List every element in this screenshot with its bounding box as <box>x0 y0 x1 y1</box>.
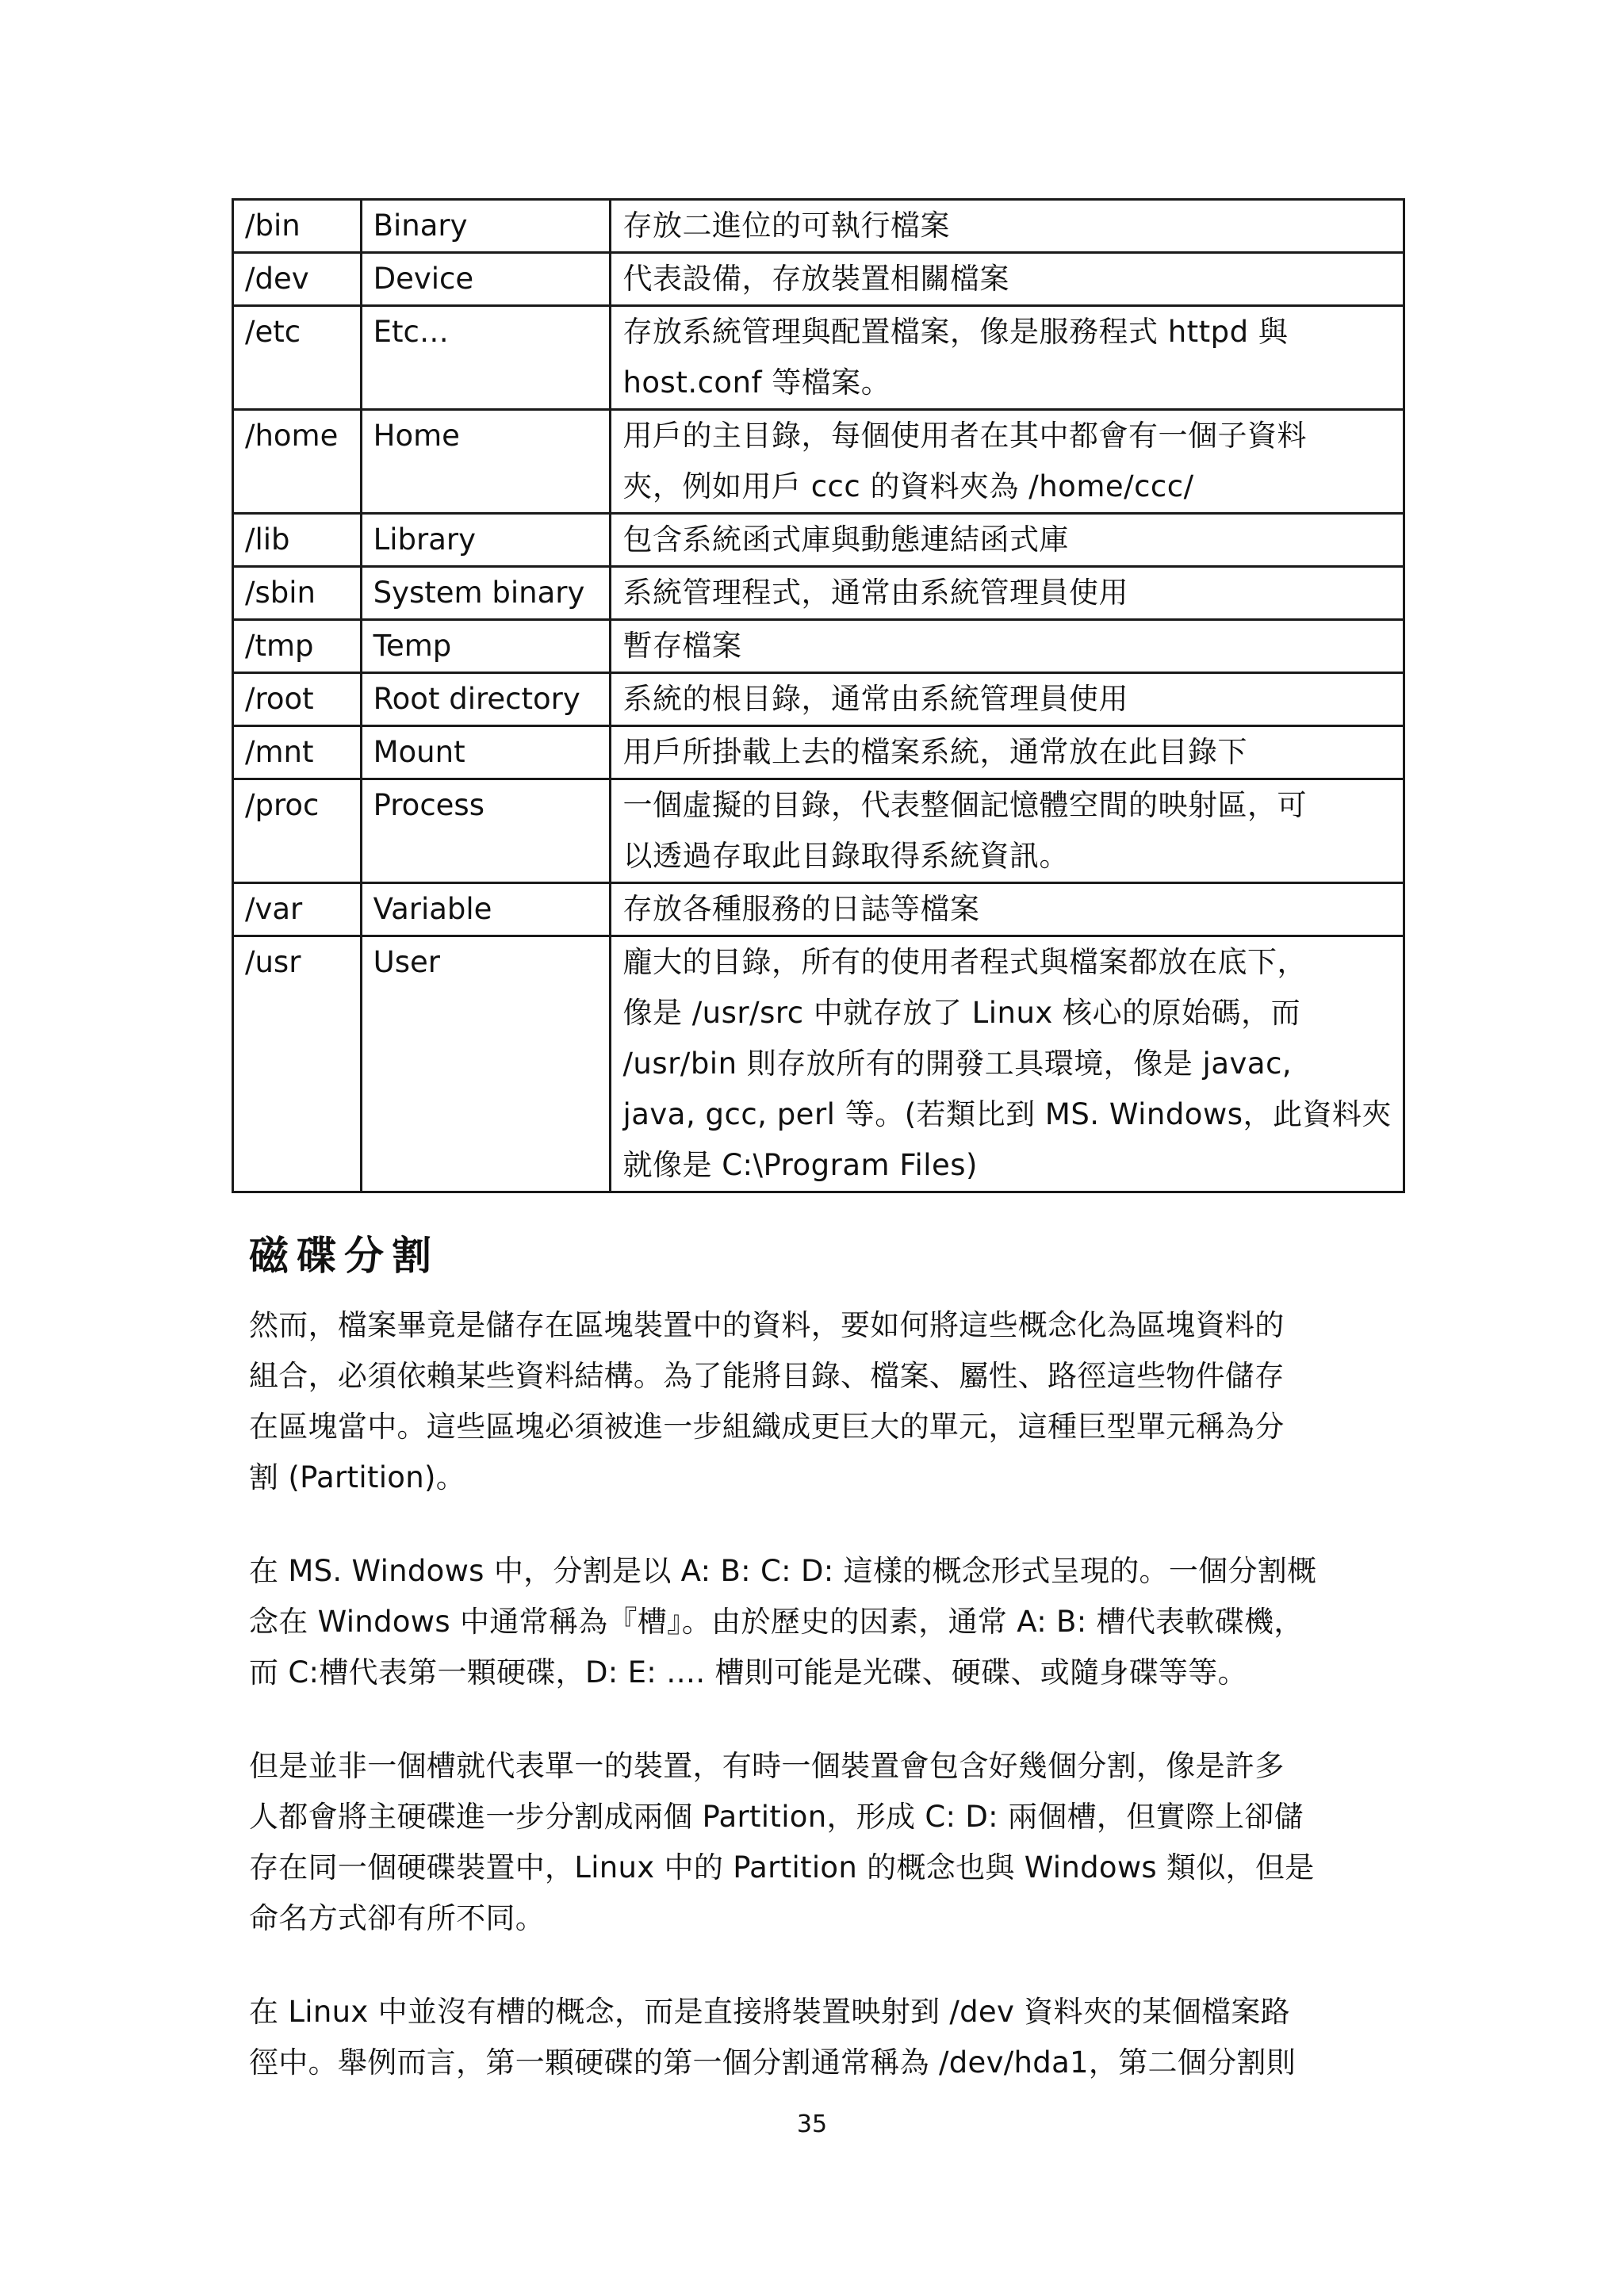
paragraph-line: 人都會將主硬碟進一步分割成兩個 Partition，形成 C: D: 兩個槽，但實際上卻儲 <box>249 1800 1304 1834</box>
directory-name-cell: System binary <box>361 567 611 620</box>
paragraph-line: 存在同一個硬碟裝置中，Linux 中的 Partition 的概念也與 Windows 類似，但是 <box>249 1850 1315 1885</box>
section-heading: 磁碟分割 <box>249 1232 439 1279</box>
directory-description-cell <box>611 410 1404 514</box>
table-row <box>233 567 1404 620</box>
paragraph-line: 徑中。舉例而言，第一顆硬碟的第一個分割通常稱為 /dev/hda1，第二個分割則 <box>249 2045 1296 2080</box>
page-number: 35 <box>796 2110 828 2138</box>
directory-name-cell: User <box>361 936 611 1192</box>
table-row <box>233 200 1404 253</box>
description-line: 就像是 C:\Program Files) <box>622 1148 978 1182</box>
directory-path-cell: /lib <box>233 514 362 567</box>
paragraph-line: 在區塊當中。這些區塊必須被進一步組織成更巨大的單元，這種巨型單元稱為分 <box>249 1410 1285 1444</box>
description-line: 用戶的主目錄，每個使用者在其中都會有一個子資料 <box>622 419 1307 453</box>
paragraph-line: 但是並非一個槽就代表單一的裝置，有時一個裝置會包含好幾個分割，像是許多 <box>249 1749 1285 1783</box>
table-row <box>233 726 1404 779</box>
directory-description-cell <box>611 726 1404 779</box>
table-row <box>233 620 1404 673</box>
directory-name-cell: Root directory <box>361 673 611 726</box>
directory-description-cell <box>611 306 1404 410</box>
directory-description-cell <box>611 936 1404 1192</box>
directory-path-cell: /sbin <box>233 567 362 620</box>
paragraph-line: 割 (Partition)。 <box>249 1460 466 1494</box>
directory-description-cell <box>611 253 1404 306</box>
description-line: 龐大的目錄，所有的使用者程式與檔案都放在底下， <box>622 945 1307 979</box>
directory-path-cell: /mnt <box>233 726 362 779</box>
paragraph-line: 而 C:槽代表第一顆硬碟，D: E: …. 槽則可能是光碟、硬碟、或隨身碟等等。 <box>249 1655 1247 1689</box>
description-line: 以透過存取此目錄取得系統資訊。 <box>622 839 1069 873</box>
description-line: 系統管理程式，通常由系統管理員使用 <box>622 576 1128 610</box>
paragraph-line: 組合，必須依賴某些資料結構。為了能將目錄、檔案、屬性、路徑這些物件儲存 <box>249 1359 1285 1393</box>
directory-path-cell: /dev <box>233 253 362 306</box>
description-line: 存放系統管理與配置檔案，像是服務程式 httpd 與 <box>622 315 1289 349</box>
table-row <box>233 779 1404 883</box>
description-line: 用戶所掛載上去的檔案系統，通常放在此目錄下 <box>622 735 1247 769</box>
directory-description-cell <box>611 620 1404 673</box>
directory-path-cell: /home <box>233 410 362 514</box>
table-row <box>233 253 1404 306</box>
directory-path-cell: /var <box>233 883 362 936</box>
directory-path-cell: /usr <box>233 936 362 1192</box>
paragraph-multiple-partitions <box>249 1741 1391 1944</box>
directory-name-cell: Device <box>361 253 611 306</box>
table-row <box>233 306 1404 410</box>
table-row <box>233 514 1404 567</box>
description-line: 包含系統函式庫與動態連結函式庫 <box>622 522 1069 557</box>
directory-path-cell: /tmp <box>233 620 362 673</box>
paragraph-windows-drives <box>249 1546 1391 1698</box>
paragraph-line: 命名方式卻有所不同。 <box>249 1901 545 1935</box>
directory-description-cell <box>611 883 1404 936</box>
directory-description-cell <box>611 779 1404 883</box>
paragraph-partition-intro <box>249 1300 1391 1503</box>
directory-description-cell <box>611 514 1404 567</box>
directory-name-cell: Temp <box>361 620 611 673</box>
description-line: 存放二進位的可執行檔案 <box>622 209 950 243</box>
table-row <box>233 936 1404 1192</box>
paragraph-line: 在 MS. Windows 中，分割是以 A: B: C: D: 這樣的概念形式呈現的。一個分割概 <box>249 1554 1317 1588</box>
description-line: 一個虛擬的目錄，代表整個記憶體空間的映射區，可 <box>622 788 1307 822</box>
directory-name-cell: Binary <box>361 200 611 253</box>
paragraph-line: 然而，檔案畢竟是儲存在區塊裝置中的資料，要如何將這些概念化為區塊資料的 <box>249 1308 1285 1342</box>
directory-description-cell <box>611 567 1404 620</box>
description-line: 代表設備，存放裝置相關檔案 <box>622 262 1009 296</box>
description-line: java, gcc, perl 等。(若類比到 MS. Windows，此資料夾 <box>622 1097 1392 1131</box>
table-row <box>233 410 1404 514</box>
paragraph-linux-dev <box>249 1987 1391 2088</box>
description-line: 存放各種服務的日誌等檔案 <box>622 892 980 926</box>
description-line: 像是 /usr/src 中就存放了 Linux 核心的原始碼，而 <box>622 996 1301 1030</box>
directory-name-cell: Process <box>361 779 611 883</box>
paragraph-line: 在 Linux 中並沒有槽的概念，而是直接將裝置映射到 /dev 資料夾的某個檔案路 <box>249 1995 1290 2029</box>
directory-description-cell <box>611 200 1404 253</box>
directory-name-cell: Home <box>361 410 611 514</box>
directory-description-cell <box>611 673 1404 726</box>
directory-table <box>232 198 1405 1193</box>
directory-path-cell: /bin <box>233 200 362 253</box>
description-line: 系統的根目錄，通常由系統管理員使用 <box>622 682 1128 716</box>
directory-name-cell: Etc… <box>361 306 611 410</box>
description-line: 夾，例如用戶 ccc 的資料夾為 /home/ccc/ <box>622 469 1194 503</box>
directory-name-cell: Variable <box>361 883 611 936</box>
directory-name-cell: Mount <box>361 726 611 779</box>
table-row <box>233 883 1404 936</box>
directory-name-cell: Library <box>361 514 611 567</box>
description-line: host.conf 等檔案。 <box>622 365 891 400</box>
paragraph-line: 念在 Windows 中通常稱為『槽』。由於歷史的因素，通常 A: B: 槽代表軟碟機， <box>249 1605 1304 1639</box>
table-row <box>233 673 1404 726</box>
description-line: 暫存檔案 <box>622 629 742 663</box>
description-line: /usr/bin 則存放所有的開發工具環境，像是 javac, <box>622 1047 1293 1081</box>
directory-path-cell: /proc <box>233 779 362 883</box>
directory-path-cell: /etc <box>233 306 362 410</box>
directory-path-cell: /root <box>233 673 362 726</box>
